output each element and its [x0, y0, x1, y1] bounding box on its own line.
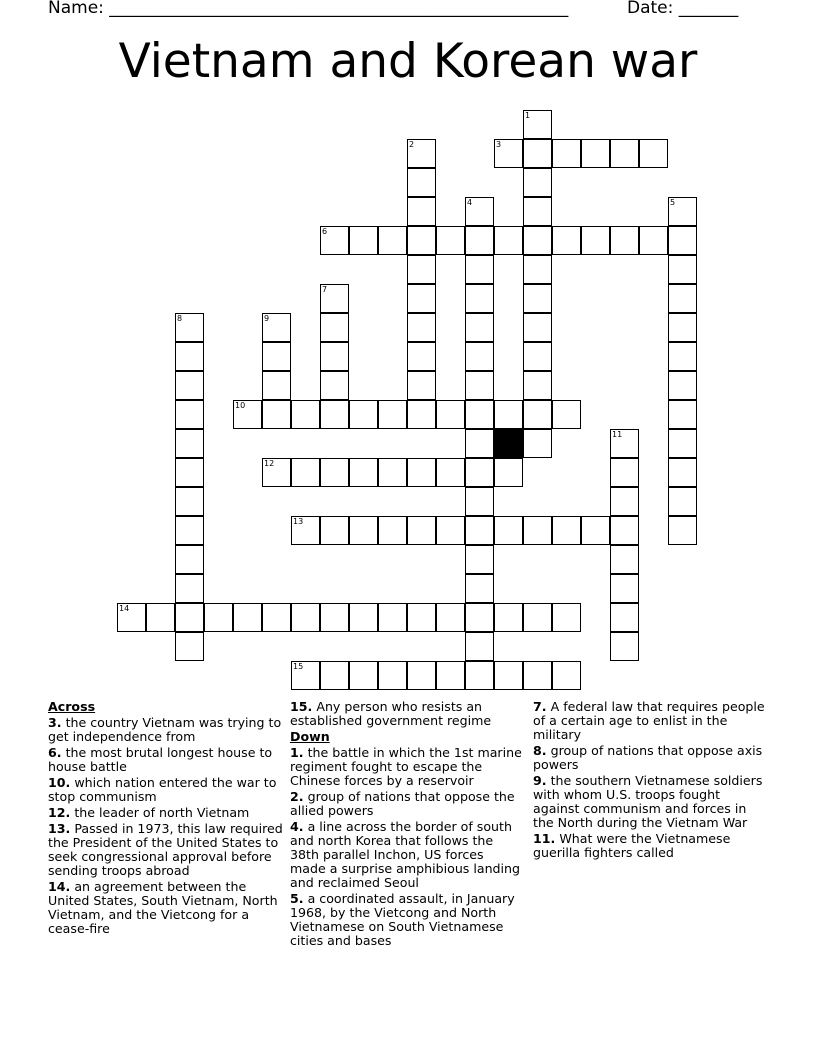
grid-cell[interactable] — [668, 371, 697, 400]
grid-cell[interactable] — [494, 603, 523, 632]
grid-cell[interactable] — [349, 603, 378, 632]
grid-cell[interactable] — [407, 226, 436, 255]
grid-cell[interactable] — [668, 342, 697, 371]
grid-cell[interactable] — [465, 574, 494, 603]
grid-cell[interactable] — [320, 313, 349, 342]
grid-cell[interactable] — [494, 661, 523, 690]
clue-text: a coordinated assault, in January 1968, by the Vietcong and North Vietnamese on South Vietnamese cities and bases — [290, 891, 515, 948]
clue-text: a line across the border of south and north Korea that follows the 38th parallel Inchon, US forces made a surprise amphibious landing and reclaimed Seoul — [290, 819, 521, 890]
grid-cell[interactable] — [523, 255, 552, 284]
grid-cell[interactable] — [378, 603, 407, 632]
clue-number: 1. — [290, 745, 304, 760]
clue-number: 15. — [290, 699, 313, 714]
grid-cell[interactable] — [349, 516, 378, 545]
grid-cell[interactable] — [320, 400, 349, 429]
grid-cell[interactable] — [465, 516, 494, 545]
grid-cell[interactable] — [320, 284, 349, 313]
grid-cell[interactable] — [639, 139, 668, 168]
grid-cell[interactable] — [668, 226, 697, 255]
grid-cell[interactable] — [523, 371, 552, 400]
grid-cell[interactable] — [552, 139, 581, 168]
clue-number: 5. — [290, 891, 304, 906]
clue-down-5 — [290, 892, 522, 948]
grid-cell[interactable] — [262, 371, 291, 400]
grid-cell[interactable] — [552, 400, 581, 429]
clue-text: the battle in which the 1st marine regiment fought to escape the Chinese forces by a reservoir — [290, 745, 522, 788]
clue-across-10 — [48, 776, 284, 804]
grid-cell[interactable] — [233, 400, 262, 429]
grid-cell[interactable] — [378, 458, 407, 487]
grid-cell[interactable] — [407, 313, 436, 342]
grid-cell[interactable] — [523, 661, 552, 690]
grid-cell[interactable] — [262, 603, 291, 632]
grid-cell[interactable] — [291, 458, 320, 487]
grid-cell[interactable] — [465, 458, 494, 487]
grid-cell[interactable] — [523, 603, 552, 632]
cell-number: 14 — [119, 604, 130, 613]
cell-number: 9 — [264, 314, 270, 323]
grid-cell[interactable] — [523, 168, 552, 197]
clue-text: an agreement between the United States, South Vietnam, North Vietnam, and the Vietcong for a cease-fire — [48, 879, 278, 936]
grid-cell[interactable] — [407, 342, 436, 371]
grid-cell[interactable] — [175, 487, 204, 516]
clue-down-7 — [533, 700, 769, 742]
grid-cell[interactable] — [668, 255, 697, 284]
across-heading: Across — [48, 699, 96, 714]
grid-cell[interactable] — [262, 342, 291, 371]
clue-number: 3. — [48, 715, 62, 730]
clue-down-4 — [290, 820, 522, 890]
grid-cell[interactable] — [175, 342, 204, 371]
grid-cell[interactable] — [494, 139, 523, 168]
grid-cell[interactable] — [610, 226, 639, 255]
clue-down-1 — [290, 746, 522, 788]
clue-number: 13. — [48, 821, 71, 836]
cell-number: 13 — [293, 517, 304, 526]
clue-number: 14. — [48, 879, 71, 894]
grid-cell[interactable] — [407, 197, 436, 226]
grid-cell[interactable] — [175, 545, 204, 574]
grid-cell[interactable] — [320, 342, 349, 371]
cell-number: 3 — [496, 140, 502, 149]
grid-cell[interactable] — [378, 661, 407, 690]
grid-cell[interactable] — [465, 197, 494, 226]
grid-cell[interactable] — [436, 603, 465, 632]
grid-cell[interactable] — [291, 516, 320, 545]
grid-cell[interactable] — [465, 487, 494, 516]
grid-cell[interactable] — [494, 516, 523, 545]
grid-cell[interactable] — [668, 487, 697, 516]
clue-text: the southern Vietnamese soldiers with whom U.S. troops fought against communism and forces in the North during the Vietnam War — [533, 773, 763, 830]
grid-cell[interactable] — [581, 516, 610, 545]
grid-cell[interactable] — [378, 400, 407, 429]
grid-cell[interactable] — [668, 516, 697, 545]
clue-text: the country Vietnam was trying to get independence from — [48, 715, 282, 744]
grid-cell[interactable] — [407, 168, 436, 197]
grid-cell[interactable] — [668, 458, 697, 487]
grid-cell[interactable] — [291, 400, 320, 429]
grid-cell[interactable] — [175, 429, 204, 458]
grid-cell[interactable] — [349, 400, 378, 429]
grid-cell[interactable] — [175, 574, 204, 603]
grid-cell[interactable] — [436, 661, 465, 690]
clue-down-8 — [533, 744, 769, 772]
grid-cell[interactable] — [610, 429, 639, 458]
grid-cell[interactable] — [610, 487, 639, 516]
grid-cell[interactable] — [581, 226, 610, 255]
grid-cell[interactable] — [523, 110, 552, 139]
grid-cell[interactable] — [320, 226, 349, 255]
clue-across-6 — [48, 746, 284, 774]
grid-cell[interactable] — [436, 400, 465, 429]
grid-cell[interactable] — [378, 516, 407, 545]
cell-number: 7 — [322, 285, 328, 294]
clue-across-13 — [48, 822, 284, 878]
clue-column-2 — [290, 700, 522, 950]
clue-number: 12. — [48, 805, 71, 820]
grid-cell[interactable] — [523, 400, 552, 429]
grid-cell[interactable] — [465, 545, 494, 574]
grid-cell[interactable] — [465, 632, 494, 661]
grid-cell[interactable] — [407, 284, 436, 313]
grid-cell[interactable] — [552, 661, 581, 690]
grid-cell[interactable] — [407, 139, 436, 168]
grid-cell[interactable] — [407, 661, 436, 690]
down-heading: Down — [290, 729, 330, 744]
grid-cell[interactable] — [320, 516, 349, 545]
grid-cell[interactable] — [668, 313, 697, 342]
grid-cell[interactable] — [494, 458, 523, 487]
grid-cell[interactable] — [465, 255, 494, 284]
puzzle-title: Vietnam and Korean war — [118, 34, 698, 89]
clue-text: group of nations that oppose the allied powers — [290, 789, 515, 818]
name-field-line: Name: ______________________________________________________ — [48, 0, 569, 18]
grid-cell[interactable] — [436, 226, 465, 255]
grid-cell[interactable] — [233, 603, 262, 632]
clue-text: What were the Vietnamese guerilla fighters called — [533, 831, 731, 860]
cell-number: 2 — [409, 140, 415, 149]
clue-across-3 — [48, 716, 284, 744]
grid-cell[interactable] — [407, 371, 436, 400]
grid-cell[interactable] — [175, 603, 204, 632]
grid-cell[interactable] — [407, 603, 436, 632]
cell-number: 4 — [467, 198, 473, 207]
grid-cell[interactable] — [436, 458, 465, 487]
clue-number: 7. — [533, 699, 547, 714]
cell-number: 6 — [322, 227, 328, 236]
cell-number: 10 — [235, 401, 246, 410]
date-field-line: Date: _______ — [627, 0, 739, 18]
clue-across-14 — [48, 880, 284, 936]
grid-cell[interactable] — [552, 226, 581, 255]
grid-cell[interactable] — [610, 603, 639, 632]
clue-text: the most brutal longest house to house battle — [48, 745, 273, 774]
grid-cell[interactable] — [175, 371, 204, 400]
grid-cell[interactable] — [465, 429, 494, 458]
grid-cell[interactable] — [349, 661, 378, 690]
clue-number: 8. — [533, 743, 547, 758]
clue-down-11 — [533, 832, 769, 860]
grid-cell[interactable] — [610, 139, 639, 168]
clue-number: 4. — [290, 819, 304, 834]
grid-cell[interactable] — [668, 400, 697, 429]
grid-cell[interactable] — [378, 226, 407, 255]
clue-down-2 — [290, 790, 522, 818]
grid-cell[interactable] — [465, 400, 494, 429]
grid-cell[interactable] — [407, 400, 436, 429]
grid-cell[interactable] — [494, 400, 523, 429]
grid-cell[interactable] — [610, 574, 639, 603]
grid-cell[interactable] — [523, 516, 552, 545]
grid-cell[interactable] — [465, 342, 494, 371]
clue-text: Any person who resists an established government regime — [290, 699, 492, 728]
cell-number: 1 — [525, 111, 531, 120]
grid-cell[interactable] — [407, 255, 436, 284]
grid-cell[interactable] — [262, 458, 291, 487]
grid-cell[interactable] — [668, 429, 697, 458]
clue-text: A federal law that requires people of a certain age to enlist in the military — [533, 699, 765, 742]
grid-cell[interactable] — [175, 313, 204, 342]
cell-number: 11 — [612, 430, 623, 439]
grid-cell[interactable] — [262, 400, 291, 429]
grid-cell[interactable] — [465, 661, 494, 690]
grid-cell[interactable] — [610, 632, 639, 661]
cell-number: 15 — [293, 662, 304, 671]
grid-cell[interactable] — [436, 516, 465, 545]
grid-cell[interactable] — [175, 458, 204, 487]
clue-number: 10. — [48, 775, 71, 790]
cell-number: 8 — [177, 314, 183, 323]
grid-cell[interactable] — [465, 313, 494, 342]
grid-cell[interactable] — [523, 313, 552, 342]
grid-cell[interactable] — [668, 197, 697, 226]
grid-cell[interactable] — [175, 400, 204, 429]
clue-number: 11. — [533, 831, 556, 846]
grid-cell[interactable] — [465, 603, 494, 632]
grid-cell[interactable] — [204, 603, 233, 632]
grid-cell[interactable] — [407, 516, 436, 545]
cell-number: 12 — [264, 459, 275, 468]
clue-number: 6. — [48, 745, 62, 760]
grid-cell[interactable] — [465, 284, 494, 313]
grid-cell[interactable] — [552, 516, 581, 545]
grid-cell[interactable] — [523, 342, 552, 371]
cell-number: 5 — [670, 198, 676, 207]
grid-cell[interactable] — [610, 458, 639, 487]
grid-cell[interactable] — [581, 139, 610, 168]
grid-cell[interactable] — [320, 371, 349, 400]
grid-cell[interactable] — [494, 226, 523, 255]
grid-cell[interactable] — [610, 516, 639, 545]
clue-column-3 — [533, 700, 769, 862]
grid-cell[interactable] — [320, 603, 349, 632]
clue-number: 2. — [290, 789, 304, 804]
clue-text: the leader of north Vietnam — [74, 805, 250, 820]
clue-down-9 — [533, 774, 769, 830]
grid-cell[interactable] — [175, 632, 204, 661]
grid-cell[interactable] — [117, 603, 146, 632]
grid-cell[interactable] — [407, 458, 436, 487]
clue-number: 9. — [533, 773, 547, 788]
clue-text: which nation entered the war to stop communism — [48, 775, 277, 804]
grid-cell[interactable] — [639, 226, 668, 255]
grid-cell[interactable] — [262, 313, 291, 342]
grid-cell[interactable] — [523, 429, 552, 458]
grid-cell[interactable] — [552, 603, 581, 632]
grid-cell[interactable] — [349, 226, 378, 255]
grid-cell[interactable] — [320, 458, 349, 487]
clue-across-12 — [48, 806, 284, 820]
clue-column-1 — [48, 700, 284, 938]
clue-text: group of nations that oppose axis powers — [533, 743, 763, 772]
grid-cell[interactable] — [175, 516, 204, 545]
grid-cell[interactable] — [523, 284, 552, 313]
grid-cell[interactable] — [523, 226, 552, 255]
clue-across-15 — [290, 700, 522, 728]
grid-cell[interactable] — [320, 661, 349, 690]
grid-cell[interactable] — [291, 603, 320, 632]
grid-cell[interactable] — [465, 226, 494, 255]
grid-cell[interactable] — [668, 284, 697, 313]
grid-cell[interactable] — [349, 458, 378, 487]
grid-cell[interactable] — [146, 603, 175, 632]
grid-cell[interactable] — [465, 371, 494, 400]
black-square — [494, 429, 523, 458]
grid-cell[interactable] — [523, 197, 552, 226]
grid-cell[interactable] — [291, 661, 320, 690]
clue-text: Passed in 1973, this law required the President of the United States to seek congressional approval before sending troops abroad — [48, 821, 283, 878]
grid-cell[interactable] — [610, 545, 639, 574]
grid-cell[interactable] — [523, 139, 552, 168]
